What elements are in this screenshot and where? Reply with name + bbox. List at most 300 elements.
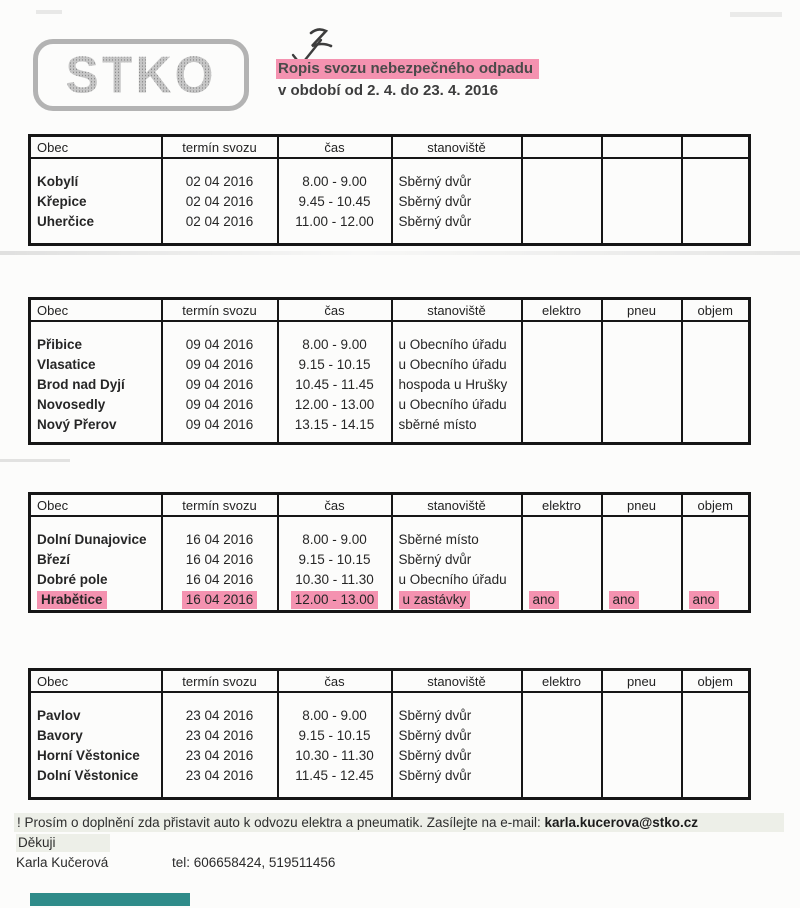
cell-text: 12.00 - 13.00 bbox=[294, 397, 375, 412]
table-row bbox=[30, 706, 750, 726]
cell-pneu bbox=[602, 590, 682, 610]
spacer-cell bbox=[602, 610, 682, 612]
spacer-cell bbox=[602, 158, 682, 172]
spacer-cell bbox=[682, 692, 750, 706]
cell-stanoviste bbox=[392, 375, 522, 395]
cell-objem bbox=[682, 570, 750, 590]
spacer-cell bbox=[162, 158, 278, 172]
col-header-objem: objem bbox=[682, 494, 750, 517]
cell-text: 8.00 - 9.00 bbox=[302, 532, 367, 547]
cell-text: ano bbox=[609, 591, 640, 609]
cell-obec bbox=[30, 415, 162, 435]
cell-objem bbox=[682, 706, 750, 726]
spacer-cell bbox=[278, 610, 392, 612]
spacer-cell bbox=[392, 232, 522, 245]
table-row bbox=[30, 192, 750, 212]
cell-obec bbox=[30, 746, 162, 766]
spacer-cell bbox=[392, 786, 522, 799]
cell-text: 16 04 2016 bbox=[185, 572, 254, 587]
table-spacer-row bbox=[30, 692, 750, 706]
spacer-cell bbox=[392, 516, 522, 530]
cell-text: Sběrný dvůr bbox=[398, 728, 472, 743]
cell-text: Nový Přerov bbox=[37, 417, 117, 432]
cell-termin bbox=[162, 746, 278, 766]
cell-obec bbox=[30, 706, 162, 726]
cell-text: u Obecního úřadu bbox=[398, 572, 507, 587]
footer-contact-name: Karla Kučerová bbox=[16, 855, 109, 870]
cell-text: 23 04 2016 bbox=[185, 768, 254, 783]
spacer-cell bbox=[162, 321, 278, 335]
col-header-cas: čas bbox=[278, 136, 392, 159]
cell-termin bbox=[162, 395, 278, 415]
spacer-cell bbox=[278, 516, 392, 530]
cell-stanoviste bbox=[392, 550, 522, 570]
cell-cas bbox=[278, 530, 392, 550]
cell-text: Brod nad Dyjí bbox=[37, 377, 125, 392]
cell-pneu bbox=[602, 335, 682, 355]
spacer-cell bbox=[602, 786, 682, 799]
cell-termin bbox=[162, 192, 278, 212]
cell-obec bbox=[30, 375, 162, 395]
cell-text: Novosedly bbox=[37, 397, 106, 412]
table-header-row bbox=[30, 494, 750, 517]
spacer-cell bbox=[278, 435, 392, 444]
cell-termin bbox=[162, 550, 278, 570]
cell-termin bbox=[162, 172, 278, 192]
cell-objem bbox=[682, 530, 750, 550]
spacer-cell bbox=[30, 516, 162, 530]
cell-stanoviste bbox=[392, 726, 522, 746]
spacer-cell bbox=[162, 610, 278, 612]
spacer-cell bbox=[162, 435, 278, 444]
spacer-cell bbox=[162, 786, 278, 799]
cell-elektro bbox=[522, 395, 602, 415]
cell-obec bbox=[30, 395, 162, 415]
spacer-cell bbox=[392, 692, 522, 706]
stko-logo-text: STKO bbox=[65, 45, 217, 105]
spacer-cell bbox=[392, 158, 522, 172]
table-body bbox=[30, 516, 750, 612]
cell-stanoviste bbox=[392, 335, 522, 355]
cell-text: u Obecního úřadu bbox=[398, 357, 507, 372]
cell-objem bbox=[682, 766, 750, 786]
spacer-cell bbox=[602, 321, 682, 335]
cell-elektro bbox=[522, 706, 602, 726]
spacer-cell bbox=[392, 321, 522, 335]
schedule-table-week4 bbox=[28, 668, 751, 800]
page-title: Ropis svozu nebezpečného odpadu bbox=[276, 59, 539, 79]
cell-pneu bbox=[602, 192, 682, 212]
cell-text: Sběrné místo bbox=[398, 532, 479, 547]
cell-text: Dolní Věstonice bbox=[37, 768, 139, 783]
cell-text: 02 04 2016 bbox=[185, 214, 254, 229]
col-header-cas: čas bbox=[278, 299, 392, 322]
table-row bbox=[30, 395, 750, 415]
table-row bbox=[30, 415, 750, 435]
col-header-objem: objem bbox=[682, 299, 750, 322]
cell-termin bbox=[162, 355, 278, 375]
cell-elektro bbox=[522, 726, 602, 746]
cell-objem bbox=[682, 590, 750, 610]
cell-text: Přibice bbox=[37, 337, 83, 352]
cell-text: 8.00 - 9.00 bbox=[302, 708, 367, 723]
cell-cas bbox=[278, 746, 392, 766]
cell-termin bbox=[162, 570, 278, 590]
cell-objem bbox=[682, 395, 750, 415]
cell-text: 09 04 2016 bbox=[185, 357, 254, 372]
page-subtitle: v období od 2. 4. do 23. 4. 2016 bbox=[278, 82, 499, 99]
cell-text: Sběrný dvůr bbox=[398, 174, 472, 189]
col-header-stanoviste: stanoviště bbox=[392, 136, 522, 159]
table-body bbox=[30, 692, 750, 799]
cell-elektro bbox=[522, 766, 602, 786]
table-row bbox=[30, 355, 750, 375]
cell-text: Březí bbox=[37, 552, 71, 567]
spacer-cell bbox=[602, 435, 682, 444]
cell-text: Horní Věstonice bbox=[37, 748, 140, 763]
cell-text: 8.00 - 9.00 bbox=[302, 337, 367, 352]
cell-text: 9.15 - 10.15 bbox=[298, 357, 371, 372]
col-header-obec: Obec bbox=[30, 670, 162, 693]
table-spacer-row bbox=[30, 610, 750, 612]
col-header-elektro: elektro bbox=[522, 494, 602, 517]
cell-objem bbox=[682, 550, 750, 570]
spacer-cell bbox=[278, 232, 392, 245]
cell-text: 16 04 2016 bbox=[185, 532, 254, 547]
cell-text: 12.00 - 13.00 bbox=[291, 591, 379, 609]
cell-objem bbox=[682, 375, 750, 395]
schedule-table-week1 bbox=[28, 134, 751, 246]
spacer-cell bbox=[682, 786, 750, 799]
col-header-termin: termín svozu bbox=[162, 670, 278, 693]
spacer-cell bbox=[522, 232, 602, 245]
cell-text: 11.00 - 12.00 bbox=[295, 214, 374, 229]
spacer-cell bbox=[30, 232, 162, 245]
spacer-cell bbox=[602, 232, 682, 245]
cell-elektro bbox=[522, 590, 602, 610]
table-row bbox=[30, 530, 750, 550]
cell-text: Kobylí bbox=[37, 174, 79, 189]
cell-text: Hrabětice bbox=[37, 591, 107, 609]
cell-elektro bbox=[522, 746, 602, 766]
table-row bbox=[30, 172, 750, 192]
cell-text: 09 04 2016 bbox=[185, 377, 254, 392]
cell-pneu bbox=[602, 706, 682, 726]
col-header-cas: čas bbox=[278, 670, 392, 693]
cell-text: 11.45 - 12.45 bbox=[295, 768, 374, 783]
cell-obec bbox=[30, 212, 162, 232]
cell-pneu bbox=[602, 415, 682, 435]
cell-objem bbox=[682, 355, 750, 375]
footer-note-text: ! Prosím o doplnění zda přistavit auto k odvozu elektra a pneumatik. Zasílejte na e-mail: bbox=[17, 815, 545, 830]
cell-text: 10.45 - 11.45 bbox=[295, 377, 374, 392]
scan-smudge bbox=[0, 459, 70, 462]
cell-text: 9.45 - 10.45 bbox=[298, 194, 371, 209]
cell-text: 9.15 - 10.15 bbox=[298, 728, 371, 743]
cell-text: Sběrný dvůr bbox=[398, 748, 472, 763]
cell-text: Sběrný dvůr bbox=[398, 552, 472, 567]
cell-cas bbox=[278, 415, 392, 435]
cell-elektro bbox=[522, 570, 602, 590]
col-header-pneu: pneu bbox=[602, 494, 682, 517]
cell-obec bbox=[30, 590, 162, 610]
col-header-obec: Obec bbox=[30, 136, 162, 159]
cell-termin bbox=[162, 726, 278, 746]
spacer-cell bbox=[522, 435, 602, 444]
cell-pneu bbox=[602, 550, 682, 570]
cell-cas bbox=[278, 212, 392, 232]
cell-elektro bbox=[522, 192, 602, 212]
spacer-cell bbox=[278, 692, 392, 706]
cell-text: Bavory bbox=[37, 728, 83, 743]
cell-termin bbox=[162, 590, 278, 610]
cell-cas bbox=[278, 395, 392, 415]
col-header-stanoviste: stanoviště bbox=[392, 299, 522, 322]
scan-smudge bbox=[36, 10, 62, 14]
footer-note bbox=[14, 813, 784, 832]
cell-cas bbox=[278, 335, 392, 355]
cell-objem bbox=[682, 415, 750, 435]
spacer-cell bbox=[162, 692, 278, 706]
col-header-elektro: elektro bbox=[522, 670, 602, 693]
spacer-cell bbox=[30, 692, 162, 706]
spacer-cell bbox=[682, 516, 750, 530]
spacer-cell bbox=[602, 516, 682, 530]
spacer-cell bbox=[682, 158, 750, 172]
cell-text: 02 04 2016 bbox=[185, 194, 254, 209]
cell-stanoviste bbox=[392, 192, 522, 212]
spacer-cell bbox=[30, 321, 162, 335]
cell-objem bbox=[682, 746, 750, 766]
cell-elektro bbox=[522, 415, 602, 435]
spacer-cell bbox=[162, 232, 278, 245]
table-row bbox=[30, 726, 750, 746]
cell-obec bbox=[30, 335, 162, 355]
spacer-cell bbox=[522, 158, 602, 172]
cell-cas bbox=[278, 766, 392, 786]
spacer-cell bbox=[522, 692, 602, 706]
table-row bbox=[30, 766, 750, 786]
cell-text: Dobré pole bbox=[37, 572, 108, 587]
spacer-cell bbox=[682, 232, 750, 245]
cell-stanoviste bbox=[392, 590, 522, 610]
col-header-empty bbox=[682, 136, 750, 159]
cell-text: 23 04 2016 bbox=[185, 728, 254, 743]
spacer-cell bbox=[522, 516, 602, 530]
spacer-cell bbox=[522, 321, 602, 335]
cell-termin bbox=[162, 706, 278, 726]
col-header-pneu: pneu bbox=[602, 299, 682, 322]
cell-text: 23 04 2016 bbox=[185, 748, 254, 763]
spacer-cell bbox=[30, 786, 162, 799]
cell-obec bbox=[30, 355, 162, 375]
schedule-table-week3 bbox=[28, 492, 751, 613]
cell-text: 13.15 - 14.15 bbox=[294, 417, 375, 432]
spacer-cell bbox=[30, 610, 162, 612]
cell-elektro bbox=[522, 172, 602, 192]
cell-obec bbox=[30, 530, 162, 550]
cell-text: 8.00 - 9.00 bbox=[302, 174, 367, 189]
cell-text: Dolní Dunajovice bbox=[37, 532, 147, 547]
cell-text: 9.15 - 10.15 bbox=[298, 552, 371, 567]
cell-elektro bbox=[522, 530, 602, 550]
cell-text: Sběrný dvůr bbox=[398, 768, 472, 783]
cell-text: Uherčice bbox=[37, 214, 95, 229]
cell-text: Pavlov bbox=[37, 708, 81, 723]
cell-objem bbox=[682, 726, 750, 746]
table-spacer-row bbox=[30, 435, 750, 444]
col-header-stanoviste: stanoviště bbox=[392, 494, 522, 517]
cell-cas bbox=[278, 355, 392, 375]
cell-elektro bbox=[522, 212, 602, 232]
cell-obec bbox=[30, 570, 162, 590]
cell-obec bbox=[30, 726, 162, 746]
cell-pneu bbox=[602, 375, 682, 395]
cell-cas bbox=[278, 570, 392, 590]
footer-thanks: Děkuji bbox=[16, 834, 110, 852]
cell-termin bbox=[162, 212, 278, 232]
cell-termin bbox=[162, 415, 278, 435]
cell-pneu bbox=[602, 395, 682, 415]
cell-text: 23 04 2016 bbox=[185, 708, 254, 723]
cell-text: ano bbox=[689, 591, 720, 609]
spacer-cell bbox=[602, 692, 682, 706]
table-body bbox=[30, 158, 750, 245]
cell-elektro bbox=[522, 335, 602, 355]
col-header-termin: termín svozu bbox=[162, 299, 278, 322]
cell-text: Křepice bbox=[37, 194, 87, 209]
cell-text: ano bbox=[529, 591, 560, 609]
col-header-stanoviste: stanoviště bbox=[392, 670, 522, 693]
table-spacer-row bbox=[30, 158, 750, 172]
spacer-cell bbox=[392, 435, 522, 444]
cell-text: 02 04 2016 bbox=[185, 174, 254, 189]
table-spacer-row bbox=[30, 516, 750, 530]
spacer-cell bbox=[522, 786, 602, 799]
cell-cas bbox=[278, 172, 392, 192]
schedule-table-week2 bbox=[28, 297, 751, 445]
footer-email: karla.kucerova@stko.cz bbox=[544, 815, 699, 830]
table-header-row bbox=[30, 136, 750, 159]
cell-stanoviste bbox=[392, 766, 522, 786]
cell-objem bbox=[682, 212, 750, 232]
cell-termin bbox=[162, 375, 278, 395]
cell-pneu bbox=[602, 726, 682, 746]
table-row bbox=[30, 212, 750, 232]
cell-stanoviste bbox=[392, 746, 522, 766]
cell-stanoviste bbox=[392, 212, 522, 232]
spacer-cell bbox=[522, 610, 602, 612]
spacer-cell bbox=[682, 610, 750, 612]
cell-obec bbox=[30, 550, 162, 570]
spacer-cell bbox=[278, 158, 392, 172]
cell-stanoviste bbox=[392, 355, 522, 375]
table-header-row bbox=[30, 299, 750, 322]
table-row bbox=[30, 335, 750, 355]
table-row bbox=[30, 375, 750, 395]
cell-termin bbox=[162, 530, 278, 550]
col-header-elektro: elektro bbox=[522, 299, 602, 322]
cell-pneu bbox=[602, 212, 682, 232]
table-row bbox=[30, 570, 750, 590]
cell-text: u Obecního úřadu bbox=[398, 397, 507, 412]
cell-stanoviste bbox=[392, 706, 522, 726]
table-row bbox=[30, 590, 750, 610]
cell-objem bbox=[682, 172, 750, 192]
cell-stanoviste bbox=[392, 530, 522, 550]
cell-text: 10.30 - 11.30 bbox=[295, 572, 374, 587]
cell-stanoviste bbox=[392, 395, 522, 415]
footer-contact-phone: tel: 606658424, 519511456 bbox=[172, 855, 336, 870]
cell-obec bbox=[30, 766, 162, 786]
cell-cas bbox=[278, 590, 392, 610]
cell-text: 16 04 2016 bbox=[185, 552, 254, 567]
col-header-objem: objem bbox=[682, 670, 750, 693]
cell-pneu bbox=[602, 746, 682, 766]
table-row bbox=[30, 746, 750, 766]
cell-text: u zastávky bbox=[399, 591, 471, 609]
table-spacer-row bbox=[30, 786, 750, 799]
table-row bbox=[30, 550, 750, 570]
table-spacer-row bbox=[30, 321, 750, 335]
col-header-empty bbox=[602, 136, 682, 159]
cell-text: 09 04 2016 bbox=[185, 337, 254, 352]
cell-pneu bbox=[602, 355, 682, 375]
footer-teal-bar bbox=[30, 893, 190, 906]
cell-elektro bbox=[522, 375, 602, 395]
col-header-obec: Obec bbox=[30, 494, 162, 517]
scan-smudge bbox=[730, 12, 782, 17]
cell-obec bbox=[30, 192, 162, 212]
scan-smudge bbox=[0, 251, 800, 255]
spacer-cell bbox=[392, 610, 522, 612]
cell-pneu bbox=[602, 172, 682, 192]
cell-text: 10.30 - 11.30 bbox=[295, 748, 374, 763]
table-spacer-row bbox=[30, 232, 750, 245]
cell-objem bbox=[682, 192, 750, 212]
cell-termin bbox=[162, 766, 278, 786]
cell-text: 16 04 2016 bbox=[182, 591, 258, 609]
spacer-cell bbox=[682, 435, 750, 444]
cell-elektro bbox=[522, 355, 602, 375]
cell-obec bbox=[30, 172, 162, 192]
cell-pneu bbox=[602, 530, 682, 550]
spacer-cell bbox=[30, 158, 162, 172]
col-header-empty bbox=[522, 136, 602, 159]
col-header-obec: Obec bbox=[30, 299, 162, 322]
spacer-cell bbox=[278, 321, 392, 335]
cell-cas bbox=[278, 375, 392, 395]
cell-objem bbox=[682, 335, 750, 355]
col-header-termin: termín svozu bbox=[162, 136, 278, 159]
cell-text: Sběrný dvůr bbox=[398, 214, 472, 229]
cell-pneu bbox=[602, 570, 682, 590]
cell-text: Sběrný dvůr bbox=[398, 708, 472, 723]
cell-termin bbox=[162, 335, 278, 355]
col-header-pneu: pneu bbox=[602, 670, 682, 693]
cell-stanoviste bbox=[392, 570, 522, 590]
stko-logo bbox=[33, 39, 249, 111]
col-header-termin: termín svozu bbox=[162, 494, 278, 517]
cell-cas bbox=[278, 706, 392, 726]
spacer-cell bbox=[30, 435, 162, 444]
col-header-cas: čas bbox=[278, 494, 392, 517]
document-header bbox=[276, 59, 539, 99]
cell-elektro bbox=[522, 550, 602, 570]
cell-pneu bbox=[602, 766, 682, 786]
cell-text: 09 04 2016 bbox=[185, 417, 254, 432]
cell-text: sběrné místo bbox=[398, 417, 477, 432]
